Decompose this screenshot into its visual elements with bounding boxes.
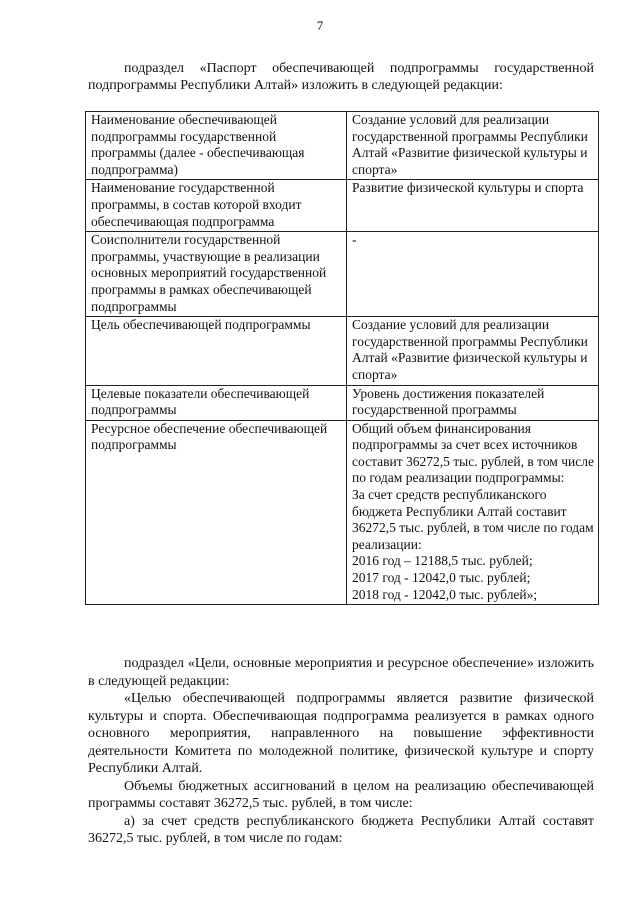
- section-intro-paragraph: подраздел «Цели, основные мероприятия и ресурсное обеспечение» изложить в следующей редакции:: [88, 656, 594, 689]
- row-value: [347, 112, 599, 180]
- body-paragraph: а) за счет средств республиканского бюджета Республики Алтай составят 36272,5 тыс. рублей, в том числе по годам:: [88, 813, 594, 846]
- table-row: [86, 385, 599, 420]
- row-label: Целевые показатели обеспечивающей подпрограммы: [86, 385, 347, 420]
- row-value: [347, 180, 599, 232]
- row-value-line: Общий объем финансирования подпрограммы за счет всех источников составит 36272,5 тыс. рублей, в том числе по годам реализации подпрограммы:: [352, 420, 594, 486]
- row-label: Цель обеспечивающей подпрограммы: [86, 317, 347, 385]
- row-value-line: 2017 год - 12042,0 тыс. рублей;: [352, 570, 531, 586]
- row-value-line: -: [352, 232, 357, 248]
- row-value-line: За счет средств республиканского бюджета Республики Алтай составит 36272,5 тыс. рублей, в том числе по годам реализации:: [352, 487, 594, 552]
- row-label: Наименование государственной программы, в состав которой входит обеспечивающая подпрограмма: [86, 180, 347, 232]
- table-row: [86, 180, 599, 232]
- passport-table: [85, 111, 599, 605]
- row-label: Соисполнители государственной программы, участвующие в реализации основных мероприятий государственной программы в рамках обеспечивающей подпрограммы: [86, 232, 347, 317]
- row-value-line: Создание условий для реализации государственной программы Республики Алтай «Развитие физической культуры и спорта»: [352, 317, 588, 382]
- row-value: [347, 420, 599, 605]
- row-value-line: Уровень достижения показателей государственной программы: [352, 385, 545, 418]
- row-label: Наименование обеспечивающей подпрограммы государственной программы (далее - обеспечивающая подпрограмма): [86, 112, 347, 180]
- table-row: [86, 232, 599, 317]
- row-value: [347, 317, 599, 385]
- table-row: [86, 112, 599, 180]
- row-value-line: 2016 год – 12188,5 тыс. рублей;: [352, 553, 533, 569]
- table-row: [86, 420, 599, 605]
- intro-paragraph: подраздел «Паспорт обеспечивающей подпрограммы государственной подпрограммы Республики Алтай» изложить в следующей редакции:: [88, 61, 594, 93]
- page-number: 7: [316, 18, 324, 33]
- row-value: [347, 232, 599, 317]
- row-value: [347, 385, 599, 420]
- row-value-line: 2018 год - 12042,0 тыс. рублей»;: [352, 586, 538, 602]
- row-value-line: Развитие физической культуры и спорта: [352, 180, 584, 196]
- body-paragraph: «Целью обеспечивающей подпрограммы является развитие физической культуры и спорта. Обеспечивающая подпрограмма реализуется в рамках одного основного мероприятия, направленного на повышение эффективности деятельности Комитета по молодежной политике, физической культуре и спорту Республики Алтай.: [88, 691, 594, 776]
- table-row: [86, 317, 599, 385]
- body-paragraph: Объемы бюджетных ассигнований в целом на реализацию обеспечивающей программы составят 36272,5 тыс. рублей, в том числе:: [88, 778, 594, 811]
- row-value-line: Создание условий для реализации государственной программы Республики Алтай «Развитие физической культуры и спорта»: [352, 112, 588, 177]
- section-body: [88, 655, 594, 848]
- row-label: Ресурсное обеспечение обеспечивающей подпрограммы: [86, 420, 347, 605]
